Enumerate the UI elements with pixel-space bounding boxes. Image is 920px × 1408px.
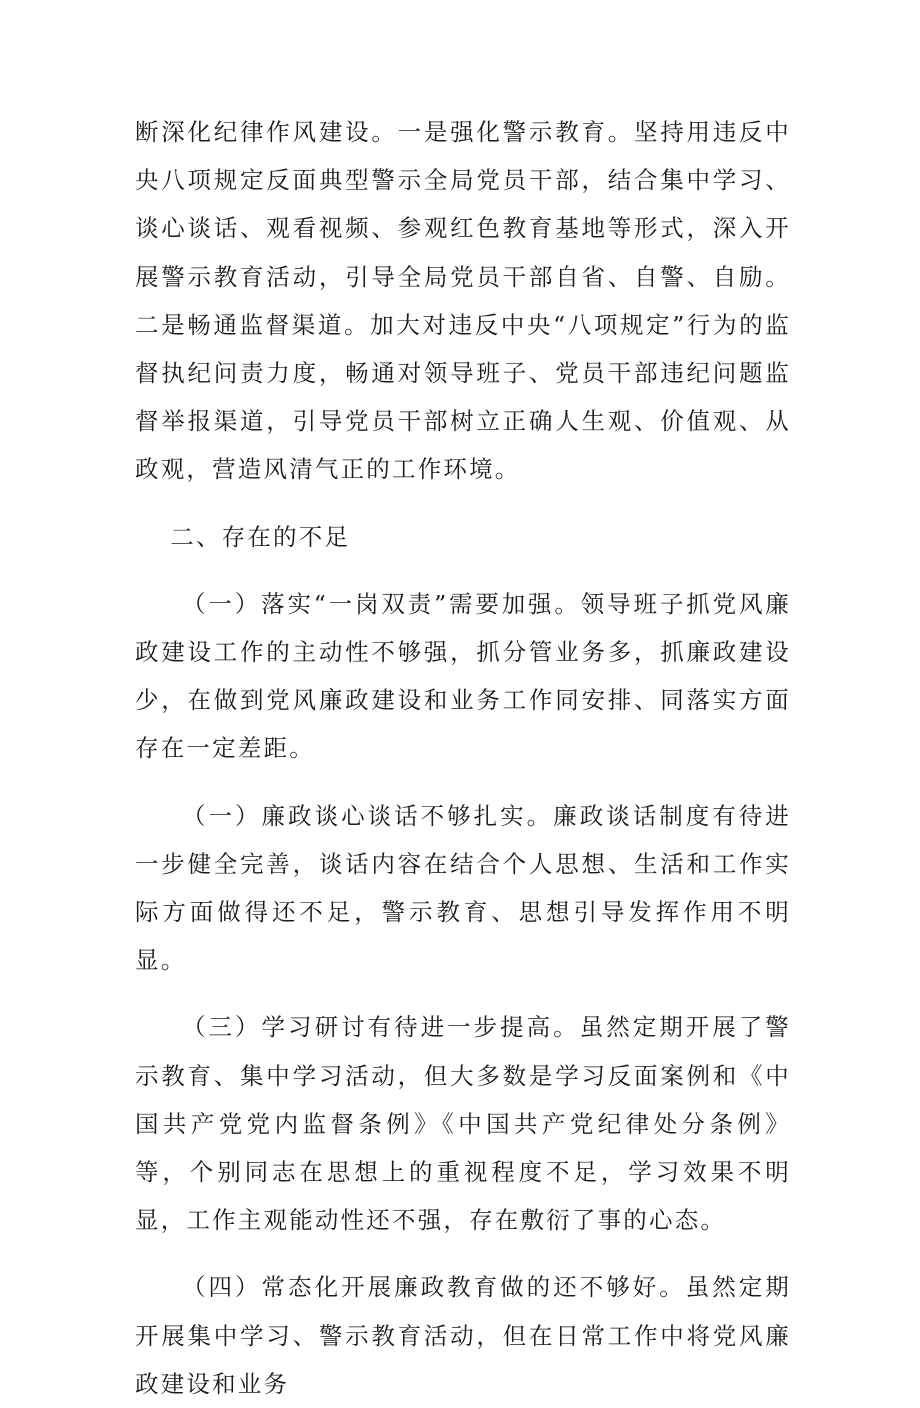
- paragraph-item-1: （一）落实“一岗双责”需要加强。领导班子抓党风廉政建设工作的主动性不够强，抓分管业务多，抓廉政建设少，在做到党风廉政建设和业务工作同安排、同落实方面存在一定差距。: [135, 589, 791, 763]
- section-heading: 二、存在的不足: [170, 522, 351, 551]
- paragraph-continuation: 断深化纪律作风建设。一是强化警示教育。坚持用违反中央八项规定反面典型警示全局党员干部，结合集中学习、谈心谈话、观看视频、参观红色教育基地等形式，深入开展警示教育活动，引导全局党员干部自省、自警、自励。二是畅通监督渠道。加大对违反中央“八项规定”行为的监督执纪问责力度，畅通对领导班子、党员干部违纪问题监督举报渠道，引导党员干部树立正确人生观、价值观、从政观，营造风清气正的工作环境。: [135, 118, 791, 484]
- paragraph-item-3: （三）学习研讨有待进一步提高。虽然定期开展了警示教育、集中学习活动，但大多数是学习反面案例和《中国共产党党内监督条例》《中国共产党纪律处分条例》等，个别同志在思想上的重视程度不足，学习效果不明显，工作主观能动性还不强，存在敷衍了事的心态。: [135, 1013, 791, 1235]
- document-body: [135, 108, 791, 1408]
- paragraph-item-2: （一）廉政谈心谈话不够扎实。廉政谈话制度有待进一步健全完善，谈话内容在结合个人思想、生活和工作实际方面做得还不足，警示教育、思想引导发挥作用不明显。: [135, 801, 791, 975]
- paragraph-item-4: （四）常态化开展廉政教育做的还不够好。虽然定期开展集中学习、警示教育活动，但在日常工作中将党风廉政建设和业务: [135, 1273, 791, 1398]
